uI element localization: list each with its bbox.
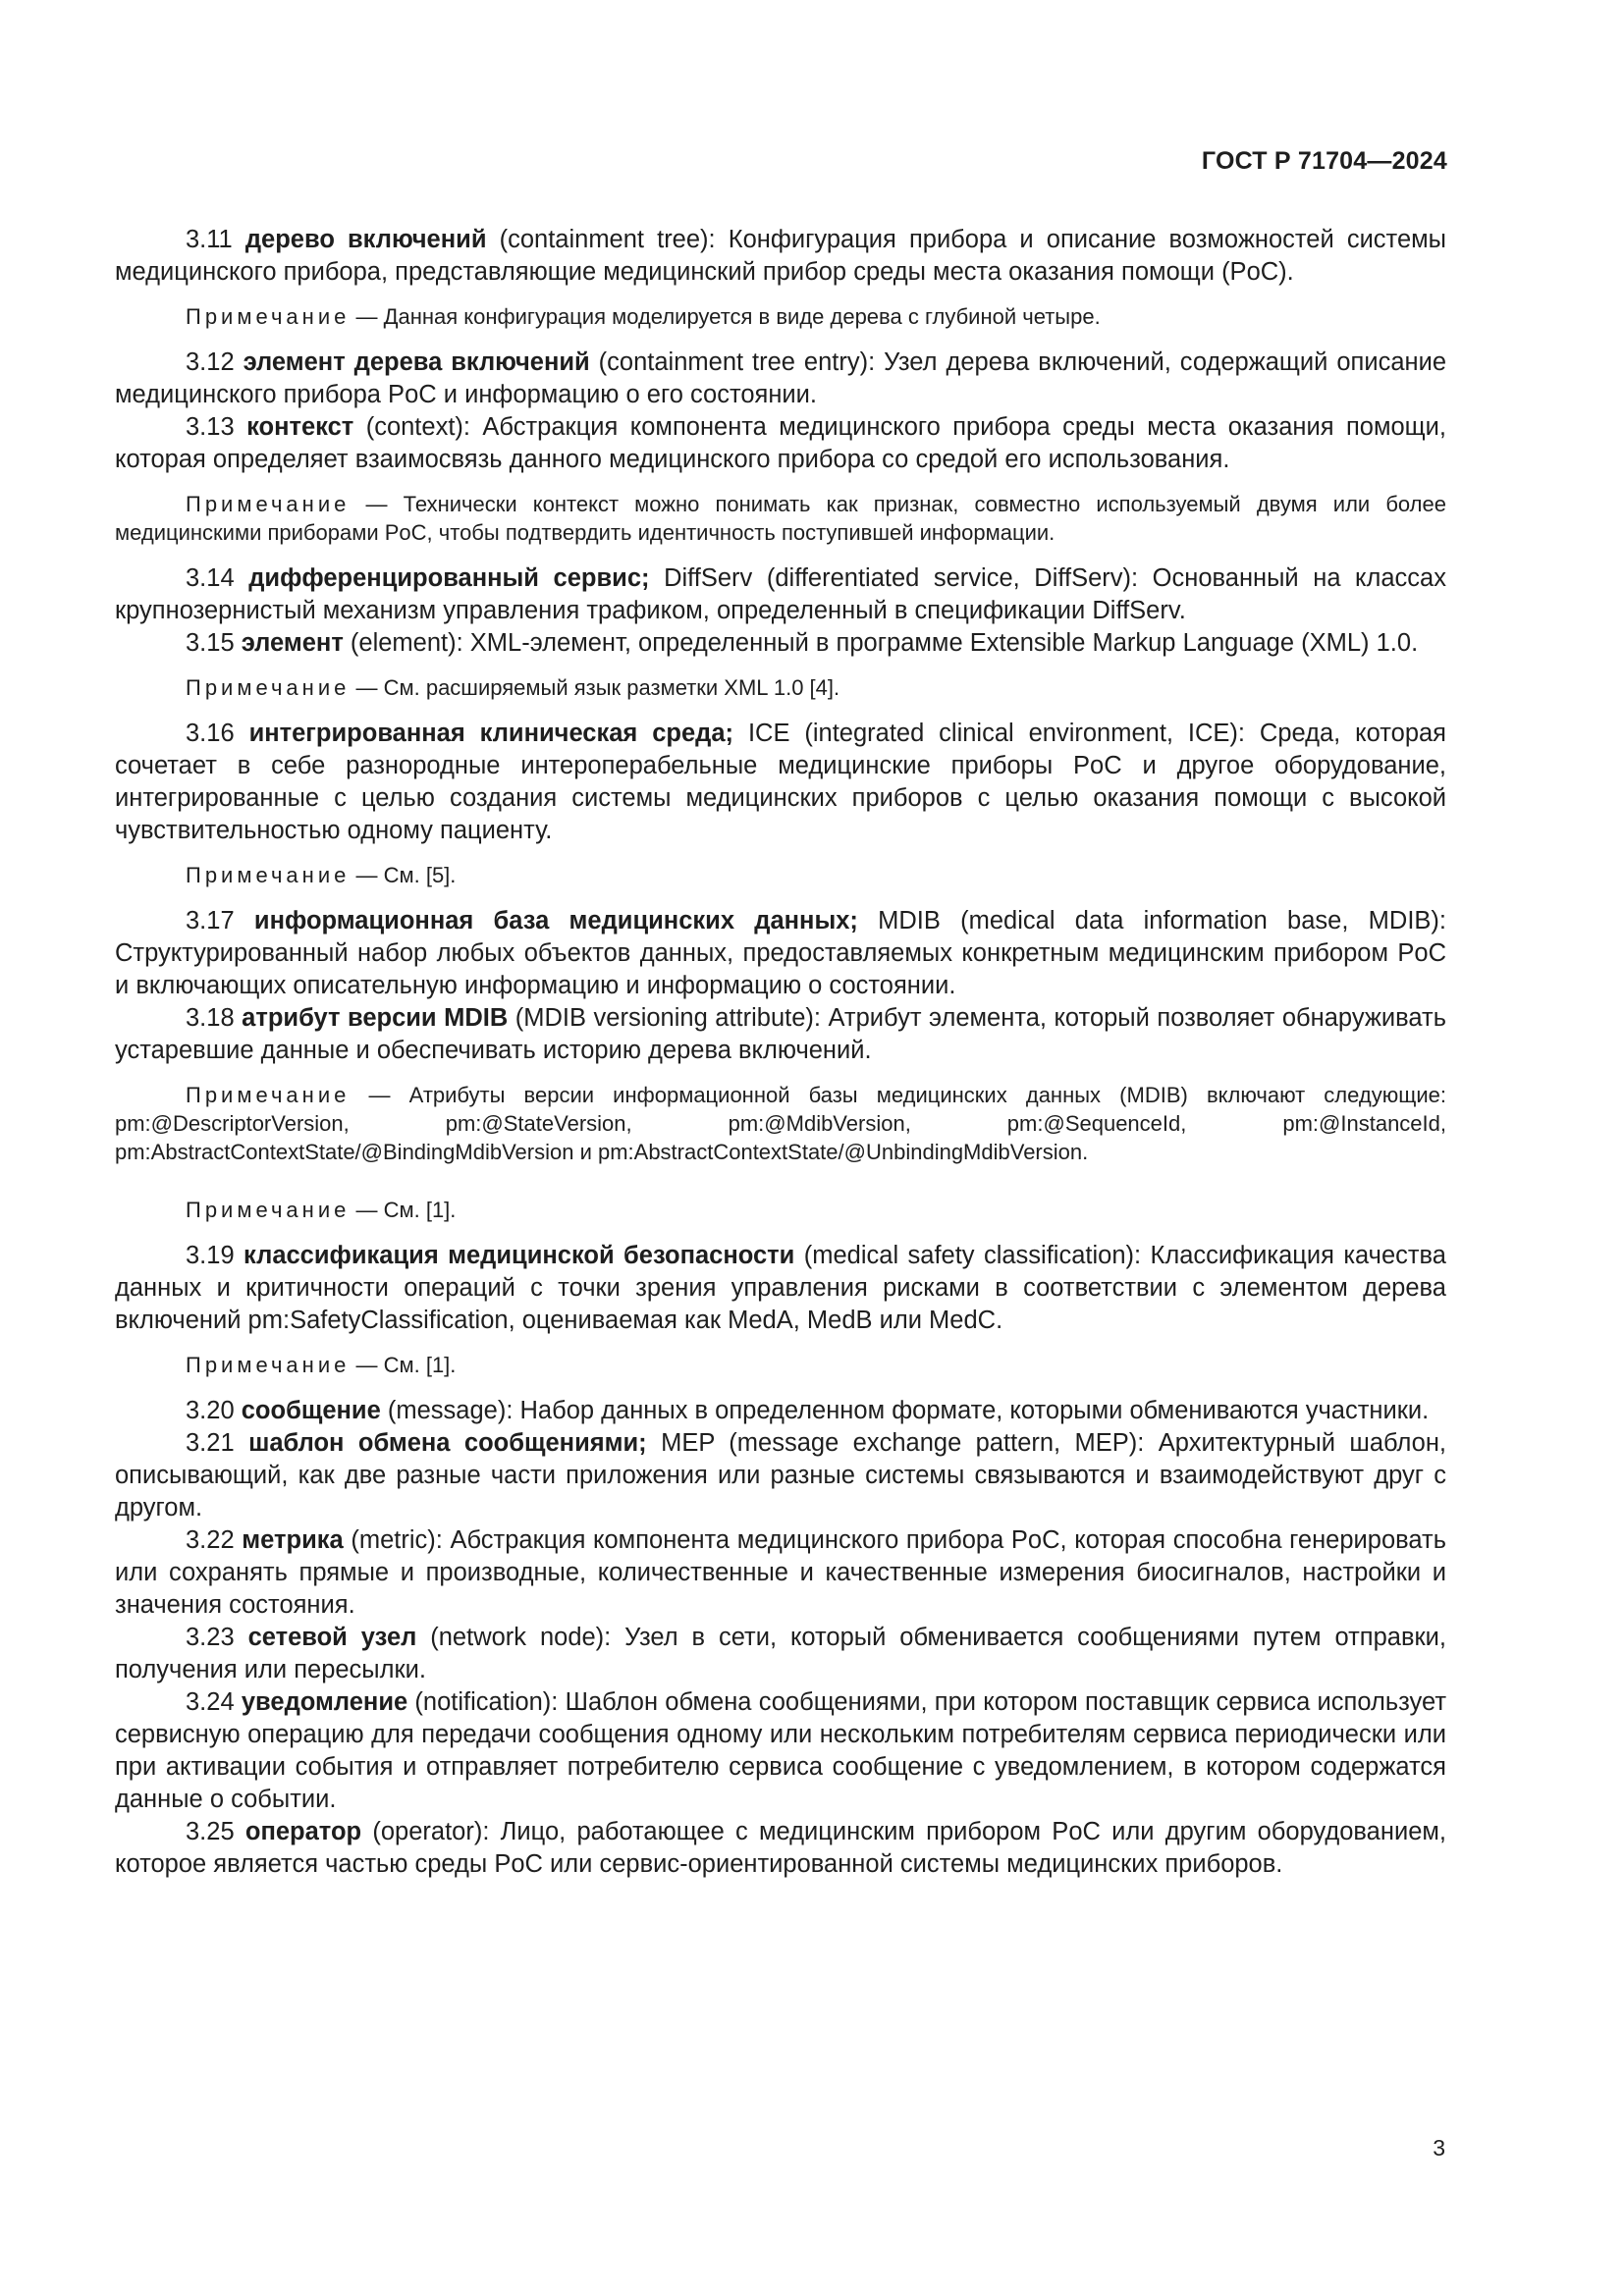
- term-text: (message): Набор данных в определенном формате, которыми обмениваются участники.: [380, 1397, 1430, 1424]
- note-text: См. расширяемый язык разметки XML 1.0 [4].: [383, 675, 840, 700]
- term-text: ICE (integrated clinical environment, ICE): Среда, которая сочетает в себе разнородные интероперабельные медицинские приборы PoC и другое оборудование, интегрированные с целью создания системы медицинских приборов с целью оказания помощи с высокой чувствительностью одному пациенту.: [115, 720, 1446, 844]
- note-label: Примечание: [186, 1353, 351, 1377]
- note-paragraph: [115, 302, 1446, 331]
- term-name: оператор: [244, 1818, 362, 1845]
- term-name: классификация медицинской безопасности: [244, 1242, 795, 1269]
- term-text: (context): Абстракция компонента медицинского прибора среды места оказания помощи, которая определяет взаимосвязь данного медицинского прибора со средой его использования.: [115, 413, 1446, 473]
- term-name: дерево включений: [244, 226, 487, 253]
- term-name: элемент дерева включений: [243, 348, 590, 376]
- note-dash: —: [368, 1083, 391, 1107]
- note-paragraph: [115, 1081, 1446, 1166]
- term-definition: [115, 1395, 1446, 1427]
- term-name: интегрированная клиническая среда;: [248, 720, 734, 747]
- term-definition: [115, 1524, 1446, 1622]
- note-paragraph: [115, 1351, 1446, 1379]
- term-name: метрика: [242, 1526, 344, 1554]
- term-definition: [115, 562, 1446, 627]
- note-dash: —: [355, 1353, 378, 1377]
- note-paragraph: [115, 490, 1446, 547]
- note-dash: —: [365, 492, 388, 516]
- note-dash: —: [355, 863, 378, 887]
- term-text: (containment tree): Конфигурация прибора и описание возможностей системы медицинского прибора, представляющие медицинский прибор среды места оказания помощи (PoC).: [115, 226, 1446, 286]
- note-label: Примечание: [186, 304, 351, 329]
- term-text: (metric): Абстракция компонента медицинского прибора PoC, которая способна генерировать или сохранять прямые и производные, количественные и качественные измерения биосигналов, настройки и значения состояния.: [115, 1526, 1446, 1619]
- term-definition: [115, 1427, 1446, 1524]
- term-number: 3.18: [186, 1004, 235, 1032]
- note-label: Примечание: [186, 1198, 351, 1222]
- term-text: DiffServ (differentiated service, DiffServ): Основанный на классах крупнозернистый механизм управления трафиком, определенный в спецификации DiffServ.: [115, 564, 1446, 624]
- term-number: 3.23: [186, 1624, 235, 1651]
- term-definition: [115, 224, 1446, 289]
- term-number: 3.25: [186, 1818, 235, 1845]
- term-name: атрибут версии MDIB: [242, 1004, 509, 1032]
- term-definition: [115, 627, 1446, 660]
- term-number: 3.11: [186, 226, 233, 253]
- term-number: 3.24: [186, 1688, 235, 1716]
- term-definition: [115, 1686, 1446, 1816]
- note-text: См. [5].: [383, 863, 457, 887]
- term-name: дифференцированный сервис;: [248, 564, 650, 592]
- document-body: [115, 224, 1446, 1881]
- note-text: См. [1].: [383, 1353, 457, 1377]
- term-name: шаблон обмена сообщениями;: [248, 1429, 647, 1457]
- term-text: (element): XML-элемент, определенный в программе Extensible Markup Language (XML) 1.0.: [343, 629, 1419, 657]
- term-definition: [115, 718, 1446, 847]
- note-text: См. [1].: [383, 1198, 457, 1222]
- term-number: 3.13: [186, 413, 235, 441]
- term-number: 3.12: [186, 348, 235, 376]
- term-definition: [115, 347, 1446, 411]
- term-name: информационная база медицинских данных;: [253, 907, 858, 934]
- term-text: (network node): Узел в сети, который обменивается сообщениями путем отправки, получения или пересылки.: [115, 1624, 1446, 1683]
- note-label: Примечание: [186, 1083, 351, 1107]
- term-name: сообщение: [241, 1397, 381, 1424]
- term-number: 3.17: [186, 907, 235, 934]
- note-paragraph: [115, 1196, 1446, 1224]
- term-number: 3.15: [186, 629, 235, 657]
- document-header: ГОСТ Р 71704—2024: [1201, 147, 1447, 175]
- term-text: (containment tree entry): Узел дерева включений, содержащий описание медицинского прибора PoC и информацию о его состоянии.: [115, 348, 1447, 408]
- term-definition: [115, 905, 1446, 1002]
- note-text: Атрибуты версии информационной базы медицинских данных (MDIB) включают следующие: pm:@DescriptorVersion, pm:@StateVersion, pm:@MdibVersion, pm:@SequenceId, pm:@InstanceId, pm:AbstractContextState/@BindingMdibVersion и pm:AbstractContextState/@UnbindingMdibVersion.: [115, 1083, 1446, 1164]
- note-paragraph: [115, 673, 1446, 702]
- note-dash: —: [355, 675, 378, 700]
- term-name: сетевой узел: [247, 1624, 417, 1651]
- term-text: (notification): Шаблон обмена сообщениями, при котором поставщик сервиса использует сервисную операцию для передачи сообщения одному или нескольким потребителям сервиса периодически или при активации события и отправляет потребителю сервиса сообщение с уведомлением, в котором содержатся данные о событии.: [115, 1688, 1446, 1813]
- term-number: 3.19: [186, 1242, 235, 1269]
- term-number: 3.14: [186, 564, 235, 592]
- note-text: Технически контекст можно понимать как признак, совместно используемый двумя или более медицинскими приборами PoC, чтобы подтвердить идентичность поступившей информации.: [115, 492, 1446, 545]
- note-text: Данная конфигурация моделируется в виде дерева с глубиной четыре.: [383, 304, 1101, 329]
- term-name: уведомление: [241, 1688, 408, 1716]
- note-label: Примечание: [186, 675, 351, 700]
- term-name: элемент: [241, 629, 344, 657]
- term-text: (medical safety classification): Классификация качества данных и критичности операций с точки зрения управления рисками в соответствии с элементом дерева включений pm:SafetyClassification, оцениваемая как MedA, MedB или MedC.: [115, 1242, 1446, 1334]
- term-number: 3.16: [186, 720, 235, 747]
- term-text: MEP (message exchange pattern, MEP): Архитектурный шаблон, описывающий, как две разные части приложения или разные системы связываются и взаимодействуют друг с другом.: [115, 1429, 1446, 1522]
- note-paragraph: [115, 861, 1446, 889]
- term-definition: [115, 1240, 1446, 1337]
- term-definition: [115, 1622, 1446, 1686]
- term-number: 3.22: [186, 1526, 235, 1554]
- term-text: MDIB (medical data information base, MDIB): Структурированный набор любых объектов данных, предоставляемых конкретным медицинским прибором PoC и включающих описательную информацию и информацию о состоянии.: [115, 907, 1446, 999]
- term-definition: [115, 1816, 1446, 1881]
- term-number: 3.20: [186, 1397, 235, 1424]
- term-text: (MDIB versioning attribute): Атрибут элемента, который позволяет обнаруживать устаревшие данные и обеспечивать историю дерева включений.: [115, 1004, 1446, 1064]
- note-dash: —: [355, 304, 378, 329]
- note-label: Примечание: [186, 863, 351, 887]
- term-name: контекст: [246, 413, 354, 441]
- page-number: 3: [1433, 2135, 1445, 2161]
- term-definition: [115, 1002, 1446, 1067]
- note-label: Примечание: [186, 492, 351, 516]
- term-text: (operator): Лицо, работающее с медицинским прибором PoC или другим оборудованием, которое является частью среды PoC или сервис-ориентированной системы медицинских приборов.: [115, 1818, 1446, 1878]
- term-definition: [115, 411, 1446, 476]
- term-number: 3.21: [186, 1429, 235, 1457]
- note-dash: —: [355, 1198, 378, 1222]
